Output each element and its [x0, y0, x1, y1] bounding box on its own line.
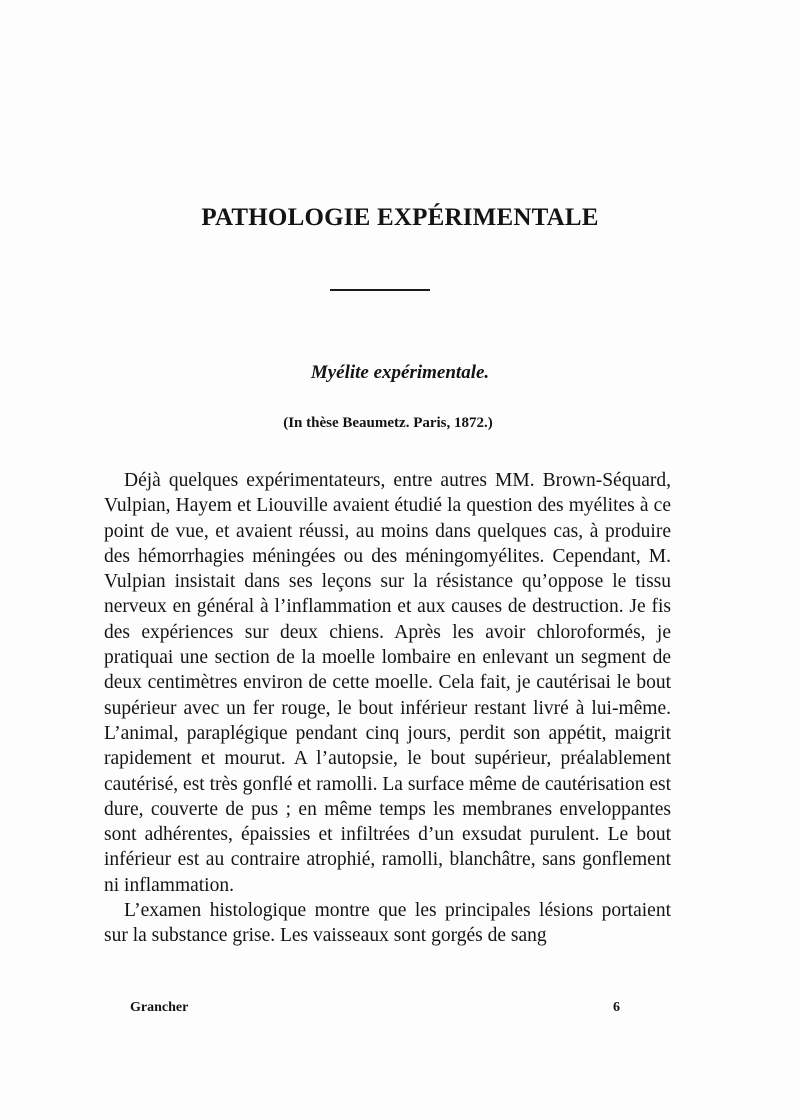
paragraph: L’examen histologique montre que les principales lésions portaient sur la substance grise. Les vaisseaux sont gorgés de sang — [104, 900, 671, 947]
page-title: PATHOLOGIE EXPÉRIMENTALE — [201, 204, 599, 231]
body-text — [104, 468, 671, 949]
printer-signature: Grancher — [130, 1000, 189, 1015]
page-number: 6 — [613, 1000, 620, 1015]
paragraph: Déjà quelques expérimentateurs, entre autres MM. Brown-Séquard, Vulpian, Hayem et Liouville avaient étudié la question des myélites à ce point de vue, et avaient réussi, au moins dans quelques cas, à produire des hémorrhagies méningées ou des méningomyélites. Cependant, M. Vulpian insistait dans ses leçons sur la résistance qu’oppose le tissu nerveux en général à l’inflammation et aux causes de destruction. Je fis des expériences sur deux chiens. Après les avoir chloroformés, je pratiquai une section de la moelle lombaire en enlevant un segment de deux centimètres environ de cette moelle. Cela fait, je cautérisai le bout supérieur avec un fer rouge, le bout inférieur restant livré à lui-même. L’animal, paraplégique pendant cinq jours, perdit son appétit, maigrit rapidement et mourut. A l’autopsie, le bout supérieur, préalablement cautérisé, est très gonflé et ramolli. La surface même de cautérisation est dure, couverte de pus ; en même temps les membranes enveloppantes sont adhérentes, épaissies et infiltrées d’un exsudat purulent. Le bout inférieur est au contraire atrophié, ramolli, blanchâtre, sans gonflement ni inflammation. — [104, 470, 671, 896]
section-subtitle: Myélite expérimentale. — [310, 362, 490, 383]
source-citation: (In thèse Beaumetz. Paris, 1872.) — [283, 415, 493, 431]
title-divider — [330, 289, 430, 291]
